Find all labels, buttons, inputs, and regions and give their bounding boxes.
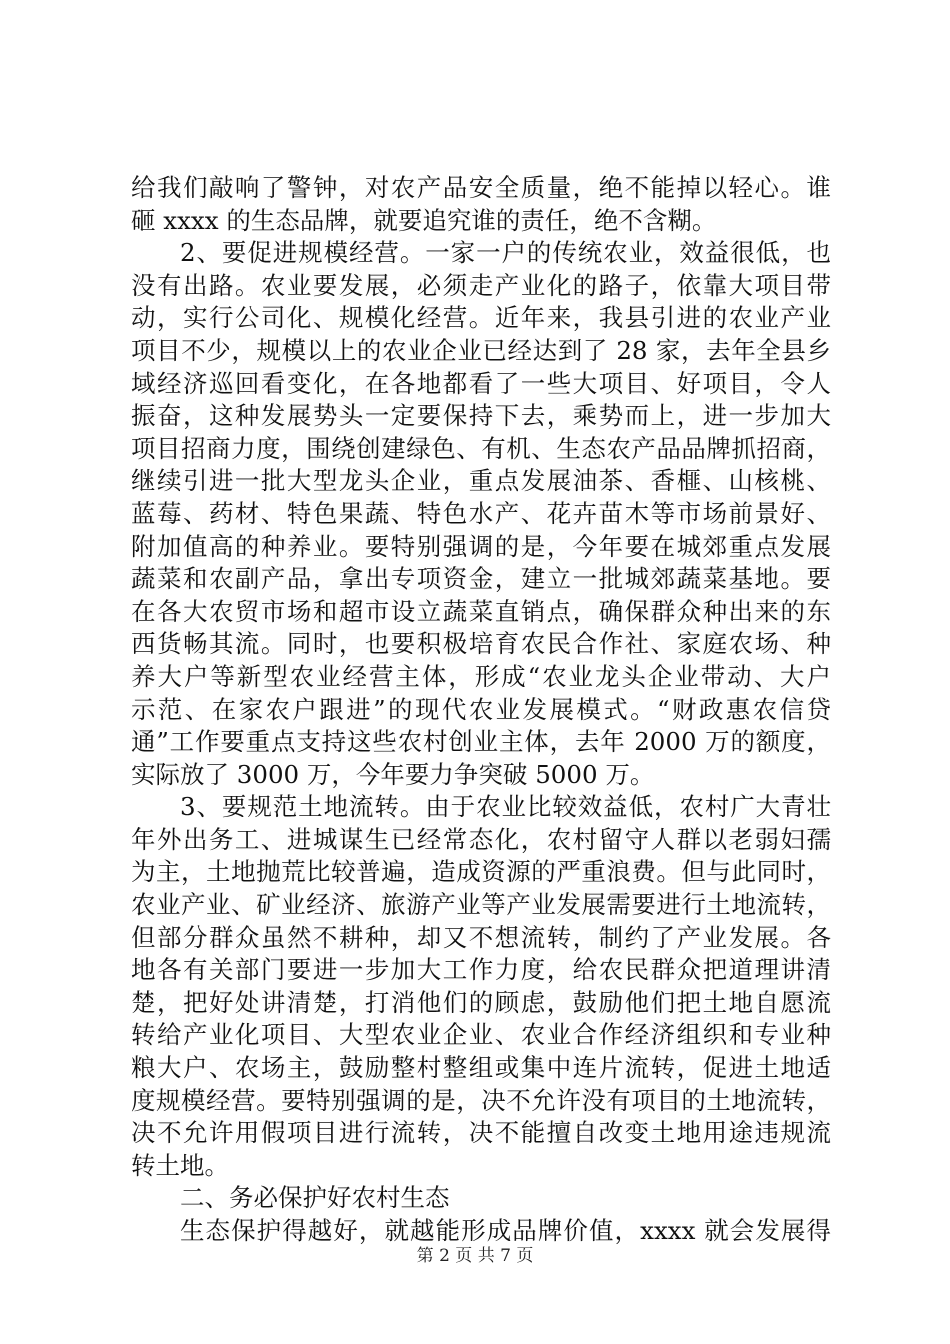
text-line: 没有出路。农业要发展，必须走产业化的路子，依靠大项目带 [131,270,831,300]
text-line: 通”工作要重点支持这些农村创业主体，去年 2000 万的额度， [131,727,831,757]
text-line: 蔬菜和农副产品，拿出专项资金，建立一批城郊蔬菜基地。要 [131,564,831,594]
body-text [131,172,831,1248]
paragraph-start-line: 生态保护得越好，就越能形成品牌价值，xxxx 就会发展得 [180,1216,831,1245]
text-line: 转给产业化项目、大型农业企业、农业合作经济组织和专业种 [131,1020,831,1050]
text-line: 年外出务工、进城谋生已经常态化，农村留守人群以老弱妇孺 [131,824,831,854]
text-line: 振奋，这种发展势头一定要保持下去，乘势而上，进一步加大 [131,401,831,431]
text-line: 在各大农贸市场和超市设立蔬菜直销点，确保群众种出来的东 [131,596,831,626]
text-line: 楚，把好处讲清楚，打消他们的顾虑，鼓励他们把土地自愿流 [131,987,831,1017]
text-line: 农业产业、矿业经济、旅游产业等产业发展需要进行土地流转， [131,890,831,920]
text-line: 继续引进一批大型龙头企业，重点发展油茶、香榧、山核桃、 [131,466,831,496]
paragraph-start-line: 2、要促进规模经营。一家一户的传统农业，效益很低，也 [180,238,831,268]
text-line: 实际放了 3000 万，今年要力争突破 5000 万。 [131,759,655,789]
text-line: 域经济巡回看变化，在各地都看了一些大项目、好项目，令人 [131,368,831,398]
page-footer [0,1246,950,1266]
text-line: 决不允许用假项目进行流转，决不能擅自改变土地用途违规流 [131,1118,831,1148]
page-number-label: 第 2 页 共 7 页 [416,1246,534,1266]
text-line: 项目招商力度，围绕创建绿色、有机、生态农产品品牌抓招商， [131,433,831,463]
section-heading: 二、务必保护好农村生态 [180,1183,450,1213]
text-line: 项目不少，规模以上的农业企业已经达到了 28 家，去年全县乡 [131,335,831,365]
text-line: 养大户等新型农业经营主体，形成“农业龙头企业带动、大户 [131,661,831,691]
text-line: 砸 xxxx 的生态品牌，就要追究谁的责任，绝不含糊。 [131,205,717,235]
text-line: 转土地。 [131,1150,229,1180]
text-line: 附加值高的种养业。要特别强调的是，今年要在城郊重点发展 [131,531,831,561]
text-line: 地各有关部门要进一步加大工作力度，给农民群众把道理讲清 [131,955,831,985]
text-line: 西货畅其流。同时，也要积极培育农民合作社、家庭农场、种 [131,629,831,659]
text-line: 但部分群众虽然不耕种，却又不想流转，制约了产业发展。各 [131,922,831,952]
text-line: 为主，土地抛荒比较普遍，造成资源的严重浪费。但与此同时， [131,857,831,887]
paragraph-start-line: 3、要规范土地流转。由于农业比较效益低，农村广大青壮 [180,792,831,822]
text-line: 动，实行公司化、规模化经营。近年来，我县引进的农业产业 [131,303,831,333]
text-line: 粮大户、农场主，鼓励整村整组或集中连片流转，促进土地适 [131,1053,831,1083]
text-line: 度规模经营。要特别强调的是，决不允许没有项目的土地流转， [131,1085,831,1115]
text-line: 蓝莓、药材、特色果蔬、特色水产、花卉苗木等市场前景好、 [131,498,831,528]
text-line: 示范、在家农户跟进”的现代农业发展模式。“财政惠农信贷 [131,694,831,724]
text-line: 给我们敲响了警钟，对农产品安全质量，绝不能掉以轻心。谁 [131,173,831,202]
